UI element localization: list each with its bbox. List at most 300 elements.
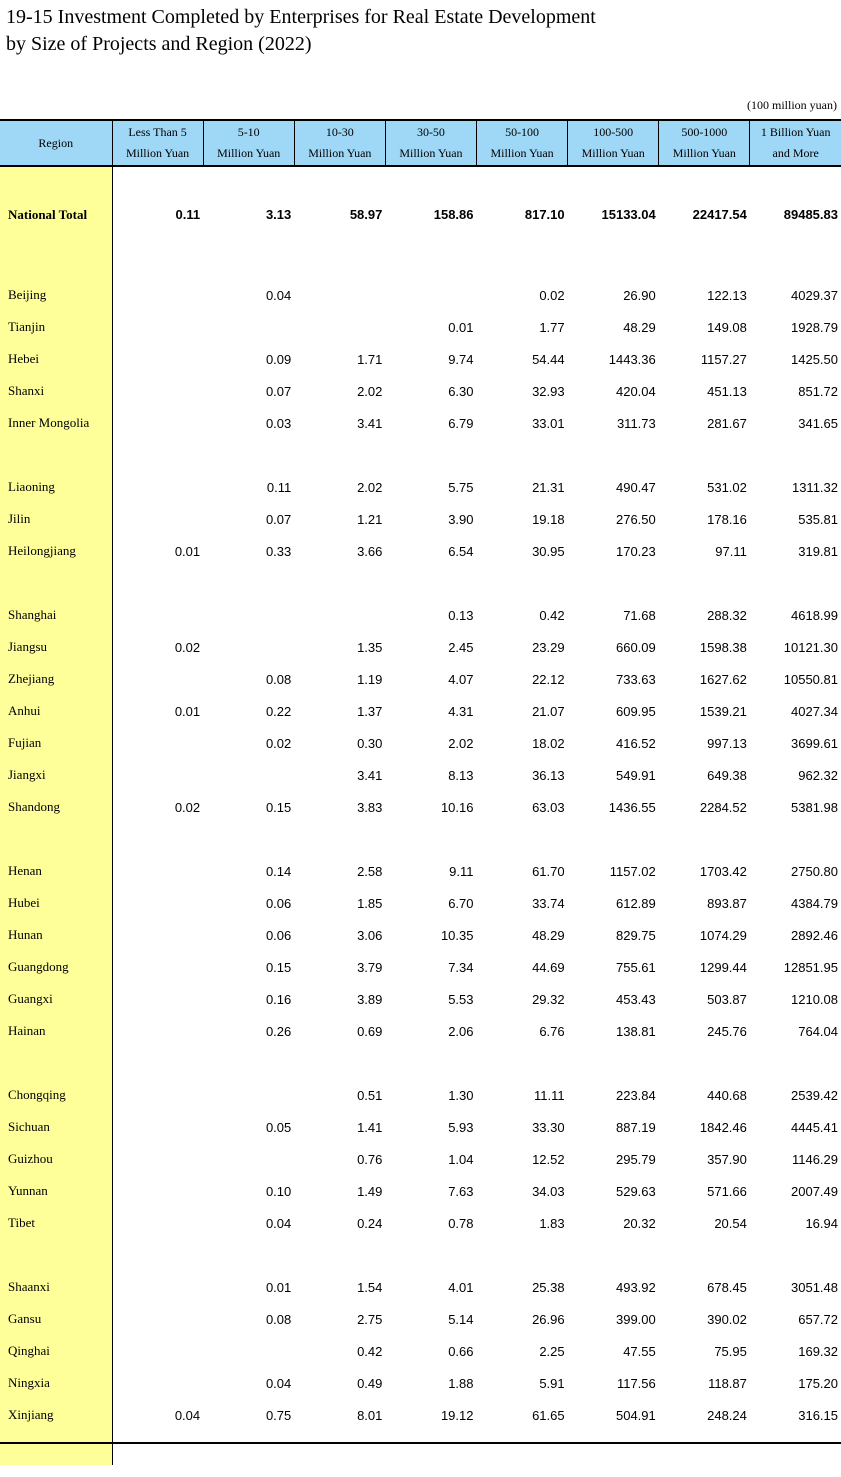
value-cell xyxy=(294,279,385,311)
spacer-cell xyxy=(0,1047,112,1079)
value-cell: 33.74 xyxy=(532,895,565,911)
column-header-line-2: Million Yuan xyxy=(672,146,736,160)
column-header xyxy=(477,120,568,166)
value-cell: 3.06 xyxy=(357,927,383,943)
value-cell xyxy=(203,1079,294,1111)
column-header-line-2: Million Yuan xyxy=(490,146,554,160)
value-cell: 54.44 xyxy=(532,351,565,367)
value-cell: 118.87 xyxy=(708,1375,747,1391)
value-cell: 0.30 xyxy=(357,735,383,751)
value-cell: 0.02 xyxy=(265,735,292,751)
value-cell xyxy=(294,311,385,343)
value-cell xyxy=(112,919,203,951)
value-cell: 0.33 xyxy=(265,543,292,559)
spacer-cell xyxy=(0,439,112,471)
value-cell: 0.51 xyxy=(357,1087,383,1103)
value-cell: 493.92 xyxy=(615,1279,656,1295)
table-row xyxy=(0,695,841,727)
value-cell xyxy=(203,631,294,663)
value-cell: 2.06 xyxy=(448,1023,474,1039)
value-cell: 678.45 xyxy=(707,1279,747,1295)
value-cell: 61.65 xyxy=(532,1407,565,1423)
value-cell: 1157.02 xyxy=(609,863,656,879)
value-cell: 0.01 xyxy=(448,319,474,335)
spacer-cell xyxy=(568,439,659,471)
value-cell xyxy=(112,1207,203,1239)
data-table xyxy=(0,119,841,1465)
spacer-cell xyxy=(0,823,112,855)
value-cell: 248.24 xyxy=(707,1407,747,1423)
value-cell: 1598.38 xyxy=(699,639,747,655)
value-cell: 1.37 xyxy=(357,703,383,719)
value-cell xyxy=(385,279,476,311)
value-cell xyxy=(203,311,294,343)
spacer-cell xyxy=(385,567,476,599)
value-cell xyxy=(112,759,203,791)
value-cell xyxy=(112,279,203,311)
column-header xyxy=(568,120,659,166)
value-cell: 0.02 xyxy=(174,799,201,815)
value-cell: 2.02 xyxy=(357,479,383,495)
value-cell xyxy=(112,663,203,695)
table-row xyxy=(0,599,841,631)
value-cell: 4618.99 xyxy=(791,607,838,623)
table-row xyxy=(0,279,841,311)
value-cell: 7.63 xyxy=(448,1183,474,1199)
value-cell xyxy=(112,1175,203,1207)
value-cell: 25.38 xyxy=(532,1279,565,1295)
spacer-cell xyxy=(385,1239,476,1271)
spacer-cell xyxy=(385,823,476,855)
value-cell: 63.03 xyxy=(532,799,565,815)
value-cell: 1.77 xyxy=(539,319,565,335)
value-cell: 0.14 xyxy=(265,863,292,879)
value-cell: 649.38 xyxy=(707,767,747,783)
region-cell: Xinjiang xyxy=(0,1399,112,1431)
table-bottom-rule xyxy=(0,1442,841,1444)
value-cell: 1842.46 xyxy=(699,1119,747,1135)
spacer-row xyxy=(0,1239,841,1271)
value-cell: 3.89 xyxy=(357,991,383,1007)
table-row xyxy=(0,1175,841,1207)
column-header-region xyxy=(0,120,112,166)
column-header xyxy=(112,120,203,166)
column-header xyxy=(203,120,294,166)
value-cell: 223.84 xyxy=(615,1087,656,1103)
spacer-cell xyxy=(294,166,385,182)
spacer-cell xyxy=(385,166,476,182)
value-cell: 609.95 xyxy=(615,703,656,719)
value-cell: 733.63 xyxy=(615,671,656,687)
column-header-line-1: 10-30 xyxy=(325,125,354,139)
value-cell: 9.11 xyxy=(449,863,474,879)
region-cell: Liaoning xyxy=(0,471,112,503)
value-cell xyxy=(112,1015,203,1047)
spacer-cell xyxy=(750,1431,841,1465)
spacer-cell xyxy=(112,1431,203,1465)
spacer-cell xyxy=(112,439,203,471)
column-header-line-1: 5-10 xyxy=(237,125,260,139)
value-cell: 10121.30 xyxy=(783,639,838,655)
spacer-cell xyxy=(294,1047,385,1079)
value-cell: 4.31 xyxy=(448,703,474,719)
value-cell: 657.72 xyxy=(798,1311,838,1327)
spacer-row xyxy=(0,439,841,471)
table-row xyxy=(0,855,841,887)
value-cell xyxy=(112,471,203,503)
header-row xyxy=(0,120,841,166)
column-header-line-2: and More xyxy=(772,146,819,160)
value-cell: 21.31 xyxy=(532,479,565,495)
value-cell xyxy=(112,407,203,439)
table-row xyxy=(0,1207,841,1239)
value-cell: 535.81 xyxy=(798,511,838,527)
value-cell: 0.75 xyxy=(265,1407,292,1423)
value-cell: 8.13 xyxy=(448,767,474,783)
value-cell: 755.61 xyxy=(615,959,656,975)
value-cell: 3.79 xyxy=(357,959,383,975)
region-cell: Inner Mongolia xyxy=(0,407,112,439)
value-cell: 32.93 xyxy=(532,383,565,399)
spacer-cell xyxy=(0,166,112,182)
spacer-cell xyxy=(294,567,385,599)
value-cell: 0.08 xyxy=(265,1311,292,1327)
value-cell: 390.02 xyxy=(707,1311,747,1327)
spacer-cell xyxy=(750,823,841,855)
column-header-line-1: 100-500 xyxy=(593,125,634,139)
value-cell: 0.04 xyxy=(265,1375,292,1391)
spacer-cell xyxy=(659,439,750,471)
value-cell: 0.01 xyxy=(174,703,201,719)
value-cell: 276.50 xyxy=(615,511,656,527)
value-cell: 0.49 xyxy=(357,1375,383,1391)
spacer-cell xyxy=(477,439,568,471)
value-cell: 0.08 xyxy=(265,671,292,687)
spacer-cell xyxy=(294,1431,385,1465)
spacer-cell xyxy=(385,1047,476,1079)
value-cell: 5.93 xyxy=(448,1119,474,1135)
value-cell: 453.43 xyxy=(615,991,656,1007)
value-cell: 10.16 xyxy=(440,799,474,815)
value-cell: 44.69 xyxy=(532,959,565,975)
spacer-cell xyxy=(477,166,568,182)
value-cell xyxy=(112,599,203,631)
value-cell: 2.75 xyxy=(357,1311,383,1327)
value-cell: 23.29 xyxy=(532,639,565,655)
spacer-cell xyxy=(203,1239,294,1271)
value-cell: 2539.42 xyxy=(791,1087,838,1103)
value-cell: 8.01 xyxy=(357,1407,383,1423)
value-cell: 962.32 xyxy=(798,767,838,783)
value-cell: 26.90 xyxy=(623,287,656,303)
spacer-cell xyxy=(568,567,659,599)
value-cell: 531.02 xyxy=(707,479,747,495)
spacer-row xyxy=(0,823,841,855)
value-cell: 0.76 xyxy=(357,1151,383,1167)
region-cell: National Total xyxy=(0,182,112,247)
table-row xyxy=(0,983,841,1015)
value-cell: 295.79 xyxy=(615,1151,656,1167)
value-cell: 1311.32 xyxy=(791,479,838,495)
value-cell: 399.00 xyxy=(615,1311,656,1327)
value-cell: 3.13 xyxy=(265,207,292,222)
value-cell: 245.76 xyxy=(707,1023,747,1039)
region-cell: Hubei xyxy=(0,887,112,919)
value-cell: 19.12 xyxy=(440,1407,474,1423)
value-cell: 6.70 xyxy=(448,895,474,911)
value-cell: 1074.29 xyxy=(699,927,747,943)
value-cell: 29.32 xyxy=(532,991,565,1007)
region-cell: Guangdong xyxy=(0,951,112,983)
value-cell: 2.45 xyxy=(448,639,474,655)
data-table-wrapper xyxy=(0,119,841,1465)
spacer-cell xyxy=(659,1431,750,1465)
value-cell: 316.15 xyxy=(798,1407,838,1423)
spacer-cell xyxy=(112,247,203,279)
spacer-row xyxy=(0,1047,841,1079)
value-cell: 169.32 xyxy=(798,1343,838,1359)
table-row xyxy=(0,407,841,439)
spacer-cell xyxy=(568,1239,659,1271)
spacer-cell xyxy=(568,823,659,855)
value-cell xyxy=(203,1335,294,1367)
total-row xyxy=(0,182,841,247)
value-cell: 3.41 xyxy=(357,415,383,431)
spacer-cell xyxy=(112,166,203,182)
value-cell: 817.10 xyxy=(524,207,565,222)
value-cell: 0.11 xyxy=(175,207,201,222)
spacer-cell xyxy=(659,166,750,182)
value-cell: 1.85 xyxy=(357,895,383,911)
value-cell: 75.95 xyxy=(714,1343,747,1359)
value-cell: 1157.27 xyxy=(700,351,747,367)
spacer-cell xyxy=(477,1047,568,1079)
value-cell xyxy=(112,887,203,919)
column-header-line-1: 1 Billion Yuan xyxy=(760,125,831,139)
value-cell: 5.75 xyxy=(448,479,474,495)
value-cell: 19.18 xyxy=(532,511,565,527)
table-row xyxy=(0,727,841,759)
spacer-cell xyxy=(294,247,385,279)
value-cell: 26.96 xyxy=(532,1311,565,1327)
table-row xyxy=(0,343,841,375)
value-cell xyxy=(203,1143,294,1175)
value-cell: 149.08 xyxy=(707,319,747,335)
value-cell: 0.01 xyxy=(265,1279,292,1295)
value-cell: 0.42 xyxy=(539,607,565,623)
column-header-line-2: Million Yuan xyxy=(581,146,645,160)
value-cell: 47.55 xyxy=(623,1343,656,1359)
value-cell xyxy=(112,1303,203,1335)
value-cell xyxy=(294,599,385,631)
spacer-cell xyxy=(203,166,294,182)
value-cell: 0.04 xyxy=(265,1215,292,1231)
value-cell: 5.53 xyxy=(448,991,474,1007)
value-cell: 0.09 xyxy=(265,351,292,367)
value-cell: 357.90 xyxy=(707,1151,747,1167)
value-cell xyxy=(112,1111,203,1143)
value-cell: 660.09 xyxy=(615,639,656,655)
value-cell: 1210.08 xyxy=(791,991,838,1007)
value-cell: 1627.62 xyxy=(699,671,747,687)
value-cell: 0.22 xyxy=(265,703,292,719)
value-cell: 178.16 xyxy=(707,511,747,527)
spacer-cell xyxy=(568,166,659,182)
value-cell: 887.19 xyxy=(615,1119,656,1135)
value-cell: 6.76 xyxy=(539,1023,565,1039)
spacer-cell xyxy=(112,1239,203,1271)
value-cell: 0.02 xyxy=(174,639,201,655)
value-cell: 1.83 xyxy=(539,1215,565,1231)
value-cell: 48.29 xyxy=(532,927,565,943)
table-row xyxy=(0,1399,841,1431)
value-cell: 1.49 xyxy=(357,1183,383,1199)
spacer-cell xyxy=(659,1047,750,1079)
region-cell: Tianjin xyxy=(0,311,112,343)
spacer-cell xyxy=(385,247,476,279)
value-cell xyxy=(112,503,203,535)
spacer-cell xyxy=(112,567,203,599)
spacer-cell xyxy=(477,247,568,279)
region-cell: Sichuan xyxy=(0,1111,112,1143)
value-cell: 571.66 xyxy=(707,1183,747,1199)
value-cell: 12.52 xyxy=(532,1151,565,1167)
table-row xyxy=(0,759,841,791)
spacer-cell xyxy=(568,1047,659,1079)
spacer-row xyxy=(0,247,841,279)
value-cell: 0.02 xyxy=(539,287,565,303)
value-cell: 4445.41 xyxy=(791,1119,838,1135)
value-cell: 4029.37 xyxy=(791,287,838,303)
value-cell: 1.19 xyxy=(357,671,383,687)
value-cell xyxy=(112,343,203,375)
value-cell: 1.54 xyxy=(357,1279,383,1295)
value-cell: 1146.29 xyxy=(791,1151,838,1167)
table-row xyxy=(0,887,841,919)
region-cell: Gansu xyxy=(0,1303,112,1335)
value-cell: 3699.61 xyxy=(791,735,838,751)
value-cell: 893.87 xyxy=(707,895,747,911)
value-cell: 34.03 xyxy=(532,1183,565,1199)
value-cell: 0.66 xyxy=(448,1343,474,1359)
value-cell: 1.21 xyxy=(357,511,383,527)
region-cell: Beijing xyxy=(0,279,112,311)
spacer-cell xyxy=(477,1239,568,1271)
value-cell: 549.91 xyxy=(615,767,656,783)
value-cell: 764.04 xyxy=(798,1023,838,1039)
value-cell: 122.13 xyxy=(707,287,747,303)
table-row xyxy=(0,1079,841,1111)
value-cell: 1443.36 xyxy=(608,351,656,367)
value-cell: 4.01 xyxy=(448,1279,474,1295)
spacer-cell xyxy=(750,1239,841,1271)
value-cell: 9.74 xyxy=(448,351,474,367)
value-cell: 0.13 xyxy=(448,607,474,623)
region-cell: Shandong xyxy=(0,791,112,823)
region-cell: Guizhou xyxy=(0,1143,112,1175)
column-header-line-2: Million Yuan xyxy=(399,146,463,160)
column-header-line-2: Million Yuan xyxy=(125,146,190,160)
table-row xyxy=(0,1271,841,1303)
value-cell: 440.68 xyxy=(707,1087,747,1103)
column-header xyxy=(659,120,750,166)
value-cell: 71.68 xyxy=(623,607,656,623)
value-cell: 3.66 xyxy=(357,543,383,559)
value-cell: 1425.50 xyxy=(791,351,838,367)
spacer-cell xyxy=(750,439,841,471)
table-body xyxy=(0,166,841,1465)
value-cell: 1436.55 xyxy=(608,799,656,815)
column-header xyxy=(294,120,385,166)
table-row xyxy=(0,919,841,951)
value-cell: 5.91 xyxy=(539,1375,565,1391)
value-cell xyxy=(112,1335,203,1367)
table-row xyxy=(0,1335,841,1367)
value-cell: 0.06 xyxy=(265,927,292,943)
value-cell: 319.81 xyxy=(798,543,838,559)
value-cell: 1.88 xyxy=(448,1375,474,1391)
value-cell: 2892.46 xyxy=(791,927,838,943)
value-cell: 0.26 xyxy=(265,1023,292,1039)
value-cell: 10550.81 xyxy=(783,671,838,687)
spacer-cell xyxy=(294,1239,385,1271)
region-cell: Chongqing xyxy=(0,1079,112,1111)
spacer-cell xyxy=(203,439,294,471)
value-cell: 18.02 xyxy=(532,735,565,751)
value-cell: 0.11 xyxy=(266,479,292,495)
table-row xyxy=(0,1111,841,1143)
value-cell: 33.30 xyxy=(532,1119,565,1135)
value-cell: 12851.95 xyxy=(783,959,838,975)
column-header-line-1: 50-100 xyxy=(505,125,540,139)
spacer-cell xyxy=(203,247,294,279)
value-cell: 0.07 xyxy=(265,383,292,399)
spacer-cell xyxy=(659,1239,750,1271)
table-row xyxy=(0,1143,841,1175)
region-cell: Guangxi xyxy=(0,983,112,1015)
value-cell: 1703.42 xyxy=(699,863,747,879)
value-cell: 1299.44 xyxy=(699,959,747,975)
spacer-cell xyxy=(112,1047,203,1079)
value-cell xyxy=(112,855,203,887)
value-cell: 281.67 xyxy=(707,415,747,431)
table-row xyxy=(0,471,841,503)
value-cell: 89485.83 xyxy=(783,207,838,222)
value-cell: 997.13 xyxy=(707,735,747,751)
region-cell: Fujian xyxy=(0,727,112,759)
value-cell: 1.41 xyxy=(357,1119,383,1135)
table-row xyxy=(0,503,841,535)
value-cell: 0.03 xyxy=(265,415,292,431)
value-cell: 58.97 xyxy=(349,207,383,222)
spacer-cell xyxy=(203,567,294,599)
region-cell: Hebei xyxy=(0,343,112,375)
value-cell: 1.30 xyxy=(448,1087,474,1103)
region-cell: Zhejiang xyxy=(0,663,112,695)
spacer-cell xyxy=(750,247,841,279)
value-cell: 1.35 xyxy=(357,639,383,655)
region-cell: Shaanxi xyxy=(0,1271,112,1303)
value-cell: 0.05 xyxy=(265,1119,292,1135)
spacer-cell xyxy=(294,823,385,855)
spacer-cell xyxy=(385,1431,476,1465)
value-cell: 5381.98 xyxy=(791,799,838,815)
table-row xyxy=(0,1367,841,1399)
value-cell: 21.07 xyxy=(532,703,565,719)
value-cell: 1539.21 xyxy=(699,703,747,719)
value-cell: 15133.04 xyxy=(601,207,656,222)
value-cell: 11.11 xyxy=(534,1087,565,1103)
